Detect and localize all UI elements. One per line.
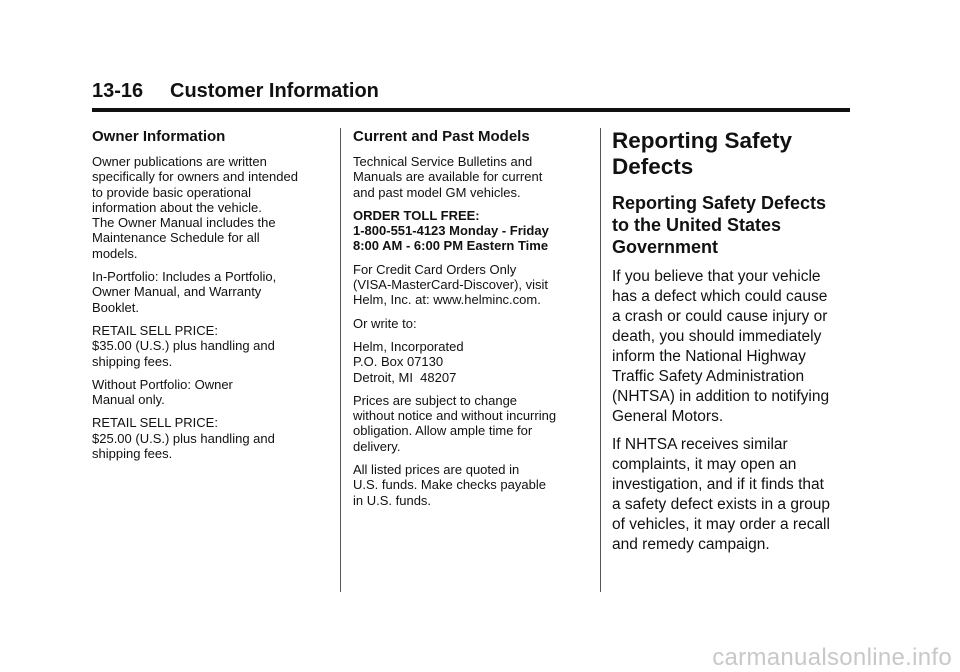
page-header: [92, 80, 850, 112]
order-toll-free-paragraph: ORDER TOLL FREE: 1-800-551-4123 Monday - Friday 8:00 AM - 6:00 PM Eastern Time: [353, 207, 549, 254]
watermark: carmanualsonline.info: [712, 644, 952, 671]
owner-publications-paragraph: Owner publications are written specifically for owners and intended to provide basic operational information about the vehicle. The Owner Manual includes the Maintenance Schedule for all models.: [92, 154, 298, 261]
page-number: 13-16: [92, 80, 144, 102]
column-divider-1: [340, 128, 341, 592]
prices-change-paragraph: Prices are subject to change without notice and without incurring obligation. Allow ample time for delivery.: [353, 392, 557, 454]
current-past-models-heading: Current and Past Models: [353, 128, 530, 145]
us-funds-paragraph: All listed prices are quoted in U.S. funds. Make checks payable in U.S. funds.: [353, 462, 546, 508]
owner-information-heading: Owner Information: [92, 128, 226, 145]
column-current-past-models: [353, 128, 585, 516]
retail-price-portfolio-paragraph: RETAIL SELL PRICE: $35.00 (U.S.) plus handling and shipping fees.: [92, 322, 275, 369]
column-reporting-safety-defects: [612, 128, 852, 563]
us-government-subtitle: Reporting Safety Defects to the United States Government: [612, 193, 827, 257]
column-divider-2: [600, 128, 601, 592]
inform-nhtsa-paragraph: If you believe that your vehicle has a defect which could cause a crash or could cause injury or death, you should immediately inform the National Highway Traffic Safety Administration (NHTSA) in addition to notifying General Motors.: [612, 268, 830, 425]
mailing-address: Helm, Incorporated P.O. Box 07130 Detroit, MI 48207: [353, 338, 464, 385]
write-to-paragraph: Or write to:: [353, 315, 417, 331]
retail-price-manual-paragraph: RETAIL SELL PRICE: $25.00 (U.S.) plus handling and shipping fees.: [92, 415, 275, 462]
credit-card-paragraph: For Credit Card Orders Only (VISA-MasterCard-Discover), visit Helm, Inc. at: www.helminc.com.: [353, 261, 549, 308]
column-owner-information: [92, 128, 328, 469]
section-title: Customer Information: [170, 80, 379, 102]
in-portfolio-paragraph: In-Portfolio: Includes a Portfolio, Owner Manual, and Warranty Booklet.: [92, 269, 277, 315]
reporting-safety-defects-title: Reporting Safety Defects: [612, 128, 793, 179]
nhtsa-investigation-paragraph: If NHTSA receives similar complaints, it may open an investigation, and if it finds that a safety defect exists in a group of vehicles, it may order a recall and remedy campaign.: [612, 436, 830, 553]
without-portfolio-paragraph: Without Portfolio: Owner Manual only.: [92, 376, 233, 408]
bulletins-paragraph: Technical Service Bulletins and Manuals are available for current and past model GM vehicles.: [353, 154, 543, 200]
